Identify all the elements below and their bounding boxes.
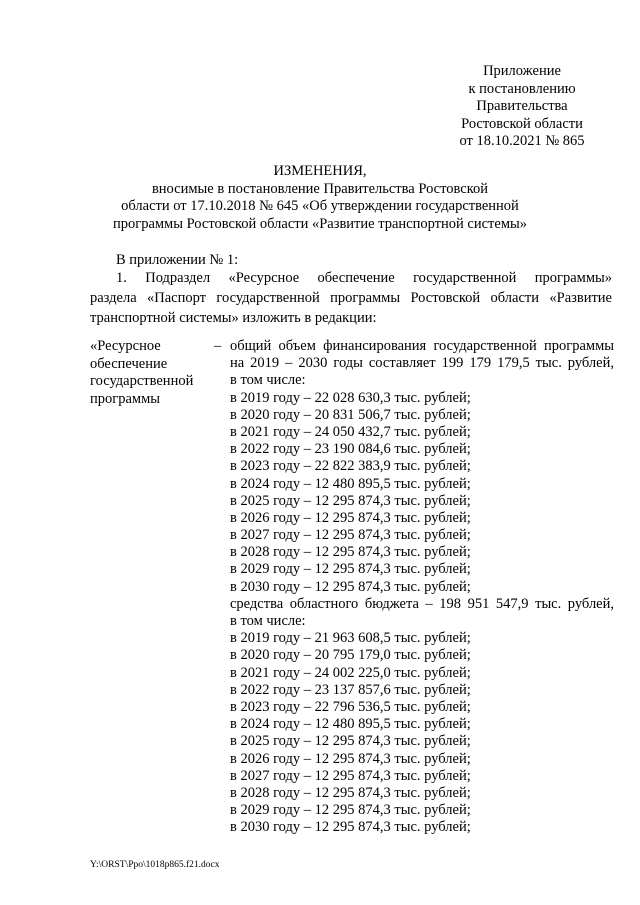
item-1-line: раздела «Паспорт государственной программы Ростовской области «Развитие (90, 290, 612, 306)
left-label-line: государственной (90, 373, 194, 389)
appendix-line: Ростовской области (461, 115, 583, 132)
left-label-line: «Ресурсное (90, 338, 161, 354)
regional-year-line: в 2030 году – 12 295 874,3 тыс. рублей; (230, 819, 471, 836)
total-year-line: в 2019 году – 22 028 630,3 тыс. рублей; (230, 389, 471, 406)
appendix-line: Приложение (483, 63, 561, 79)
total-year-line: в 2020 году – 20 831 506,7 тыс. рублей; (230, 406, 471, 423)
title-line: области от 17.10.2018 № 645 «Об утверждении государственной (121, 198, 519, 214)
table-dash: – (214, 338, 222, 354)
appendix-line: к постановлению (468, 80, 576, 97)
regional-year-line: в 2021 году – 24 002 225,0 тыс. рублей; (230, 664, 471, 681)
regional-year-line: в 2029 году – 12 295 874,3 тыс. рублей; (230, 802, 471, 819)
item-1-paragraph (90, 268, 612, 328)
total-line: общий объем финансирования государственной программы (230, 338, 614, 354)
total-year-line: в 2023 году – 22 822 383,9 тыс. рублей; (230, 458, 471, 475)
total-year-line: в 2027 году – 12 295 874,3 тыс. рублей; (230, 527, 471, 544)
total-year-line: в 2025 году – 12 295 874,3 тыс. рублей; (230, 492, 471, 509)
total-year-line: в 2022 году – 23 190 084,6 тыс. рублей; (230, 441, 471, 458)
total-year-line: в 2024 году – 12 480 895,5 тыс. рублей; (230, 475, 471, 492)
title-line: вносимые в постановление Правительства Ростовской (151, 180, 489, 197)
left-label-line: программы (90, 390, 160, 407)
title-line: программы Ростовской области «Развитие транспортной системы» (112, 215, 527, 232)
document-title (80, 163, 560, 233)
total-year-line: в 2029 году – 12 295 874,3 тыс. рублей; (230, 561, 471, 578)
item-1-line: 1. Подраздел «Ресурсное обеспечение государственной программы» (116, 270, 612, 286)
regional-year-line: в 2023 году – 22 796 536,5 тыс. рублей; (230, 698, 471, 715)
total-line: на 2019 – 2030 годы составляет 199 179 179,5 тыс. рублей, (230, 355, 614, 372)
appendix-line: от 18.10.2021 № 865 (459, 133, 585, 149)
regional-year-line: в 2027 году – 12 295 874,3 тыс. рублей; (230, 767, 471, 784)
regional-line: в том числе: (230, 613, 306, 629)
appendix-line: Правительства (476, 98, 568, 114)
regional-year-line: в 2024 году – 12 480 895,5 тыс. рублей; (230, 716, 471, 733)
item-1-line: транспортной системы» изложить в редакции: (90, 310, 377, 326)
table-right-content (230, 338, 614, 836)
regional-line: средства областного бюджета – 198 951 547,9 тыс. рублей, (230, 595, 614, 612)
regional-year-line: в 2028 году – 12 295 874,3 тыс. рублей; (230, 784, 471, 801)
total-year-line: в 2021 году – 24 050 432,7 тыс. рублей; (230, 423, 471, 440)
file-path-footer: Y:\ORST\Ppo\1018p865.f21.docx (90, 860, 220, 870)
total-year-line: в 2030 году – 12 295 874,3 тыс. рублей; (230, 578, 471, 595)
regional-year-line: в 2019 году – 21 963 608,5 тыс. рублей; (230, 630, 471, 647)
regional-year-line: в 2026 году – 12 295 874,3 тыс. рублей; (230, 750, 471, 767)
table-left-label (90, 338, 210, 408)
appendix-block (442, 63, 602, 151)
regional-year-line: в 2022 году – 23 137 857,6 тыс. рублей; (230, 681, 471, 698)
regional-year-line: в 2025 году – 12 295 874,3 тыс. рублей; (230, 733, 471, 750)
total-line: в том числе: (230, 372, 306, 389)
intro-paragraph: В приложении № 1: (116, 252, 239, 268)
regional-year-line: в 2020 году – 20 795 179,0 тыс. рублей; (230, 647, 471, 664)
left-label-line: обеспечение (90, 355, 168, 372)
total-year-line: в 2026 году – 12 295 874,3 тыс. рублей; (230, 509, 471, 526)
total-year-line: в 2028 году – 12 295 874,3 тыс. рублей; (230, 544, 471, 561)
title-heading: ИЗМЕНЕНИЯ, (273, 163, 367, 179)
